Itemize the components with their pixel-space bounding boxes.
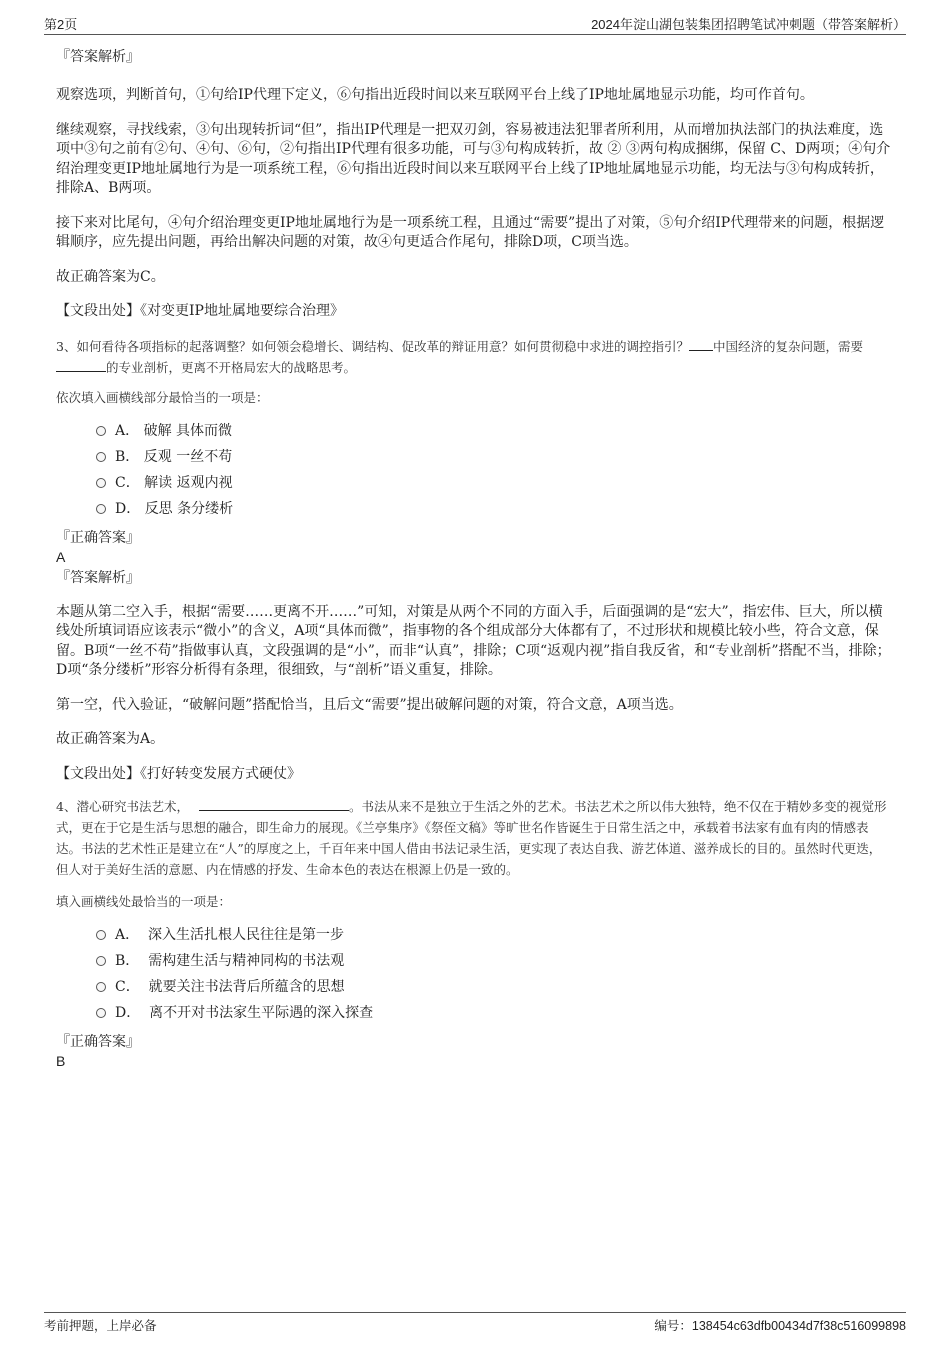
- q3-source: 【文段出处】《打好转变发展方式硬仗》: [56, 765, 301, 782]
- radio-icon[interactable]: [96, 930, 106, 940]
- q3-answer: A: [56, 548, 66, 565]
- q3-stem-part-1: 3、如何看待各项指标的起落调整？如何领会稳增长、调结构、促改革的辩证用意？如何贯彻稳中求进的调控指引？: [56, 338, 689, 354]
- q3-correct-answer-text: 故正确答案为A。: [56, 731, 165, 747]
- q3-stem: [56, 336, 892, 378]
- document-title: 2024年淀山湖包装集团招聘笔试冲刺题（带答案解析）: [591, 17, 906, 32]
- q2-analysis-title: 『答案解析』: [56, 49, 140, 65]
- q3-option-c[interactable]: C． 解读 返观内视: [96, 470, 892, 496]
- q4-answer: B: [56, 1053, 66, 1069]
- q4-option-a[interactable]: A． 深入生活扎根人民往往是第一步: [96, 922, 892, 948]
- q3-analysis-paragraph-1: 本题从第二空入手，根据“需要……更离不开……”可知，对策是从两个不同的方面入手，后面强调的是“宏大”，指宏伟、巨大，所以横线处所填词语应该表示“微小”的含义，A项“具体而微”，指事物的各个组成部分大体都有了，不过形状和规模比较小些，符合文意，保留。B项“一丝不苟”指做事认真，文段强调的是“小”，而非“认真”，排除；C项“返观内视”指自我反省，和“专业剖析”搭配不当，排除；D项“条分缕析”形容分析得有条理，很细致，与“剖析”语义重复，排除。: [56, 603, 891, 678]
- q3-stem-part-3: 的专业剖析，更离不开格局宏大的战略思考。: [106, 359, 357, 375]
- page-content: [56, 40, 892, 1070]
- page-header: [44, 14, 906, 35]
- radio-icon[interactable]: [96, 982, 106, 992]
- q3-option-a[interactable]: A． 破解 具体而微: [96, 418, 892, 444]
- q2-source: 【文段出处】《对变更IP地址属地要综合治理》: [56, 303, 344, 319]
- q2-analysis-paragraph-1: 观察选项，判断首句，①句给IP代理下定义，⑥句指出近段时间以来互联网平台上线了IP地址属地显示功能，均可作首句。: [56, 87, 814, 103]
- q3-option-d[interactable]: D． 反思 条分缕析: [96, 496, 892, 522]
- q2-correct-answer-text: 故正确答案为C。: [56, 268, 165, 285]
- q3-analysis-paragraph-2: 第一空，代入验证，“破解问题”搭配恰当，且后文“需要”提出破解问题的对策，符合文意，A项当选。: [56, 696, 683, 713]
- radio-icon[interactable]: [96, 956, 106, 966]
- q4-options: [56, 922, 892, 1026]
- q3-option-b[interactable]: B． 反观 一丝不苟: [96, 444, 892, 470]
- q3-instruction: 依次填入画横线部分最恰当的一项是：: [56, 389, 269, 405]
- q3-blank-1: [689, 337, 713, 351]
- radio-icon[interactable]: [96, 1008, 106, 1018]
- q4-option-d[interactable]: D． 离不开对书法家生平际遇的深入探查: [96, 1000, 892, 1026]
- page-footer: [44, 1312, 906, 1333]
- q3-stem-part-2: 中国经济的复杂问题，需要: [712, 338, 863, 354]
- q4-option-c[interactable]: C． 就要关注书法背后所蕴含的思想: [96, 974, 892, 1000]
- q3-blank-2: [56, 358, 106, 372]
- q4-instruction: 填入画横线处最恰当的一项是：: [56, 894, 232, 909]
- q2-analysis-paragraph-2: 继续观察，寻找线索，③句出现转折词“但”，指出IP代理是一把双刃剑，容易被违法犯罪者所利用，从而增加执法部门的执法难度，选项中③句之前有②句、④句、⑥句，②句指出IP代理有很多功能，可与③句构成转折，故 ② ③两句构成捆绑，保留 C、D两项；④句介绍治理变更IP地址属地行为是一项系统工程，⑥句指出近段时间以来互联网平台上线了IP地址属地显示功能，均无法与③句构成转折，排除A、B两项。: [56, 121, 891, 196]
- q4-stem-part-1: 4、潜心研究书法艺术，: [56, 799, 189, 814]
- q4-blank: [199, 797, 349, 811]
- footer-slogan: 考前押题，上岸必备: [44, 1319, 157, 1333]
- q2-analysis-paragraph-3: 接下来对比尾句，④句介绍治理变更IP地址属地行为是一项系统工程，且通过“需要”提出了对策，⑤句介绍IP代理带来的问题，根据逻辑顺序，应先提出问题，再给出解决问题的对策，故④句更适合作尾句，排除D项，C项当选。: [56, 214, 885, 250]
- page-number: 第2页: [44, 17, 78, 32]
- q3-analysis-title: 『答案解析』: [56, 569, 140, 586]
- radio-icon[interactable]: [96, 452, 106, 462]
- q4-option-b[interactable]: B． 需构建生活与精神同构的书法观: [96, 948, 892, 974]
- q3-answer-title: 『正确答案』: [56, 529, 140, 546]
- radio-icon[interactable]: [96, 504, 106, 514]
- radio-icon[interactable]: [96, 426, 106, 436]
- q3-options: [56, 418, 892, 522]
- q4-stem: [56, 796, 892, 880]
- q4-stem-part-2: 。书法从来不是独立于生活之外的艺术。书法艺术之所以伟大独特，绝不仅在于精妙多变的视觉形式，更在于它是生活与思想的融合，即生命力的展现。《兰亭集序》《祭侄文稿》等旷世名作皆诞生于日常生活之中，承载着书法家有血有肉的情感表达。书法的艺术性正是建立在“人”的厚度之上，千百年来中国人借由书法记录生活，更实现了表达自我、游艺体道、滋养成长的目的。虽然时代更迭，但人对于美好生活的意愿、内在情感的抒发、生命本色的表达在根源上仍是一致的。: [56, 799, 887, 877]
- q4-answer-title: 『正确答案』: [56, 1034, 140, 1050]
- document-id: 编号：138454c63dfb00434d7f38c516099898: [654, 1319, 906, 1333]
- radio-icon[interactable]: [96, 478, 106, 488]
